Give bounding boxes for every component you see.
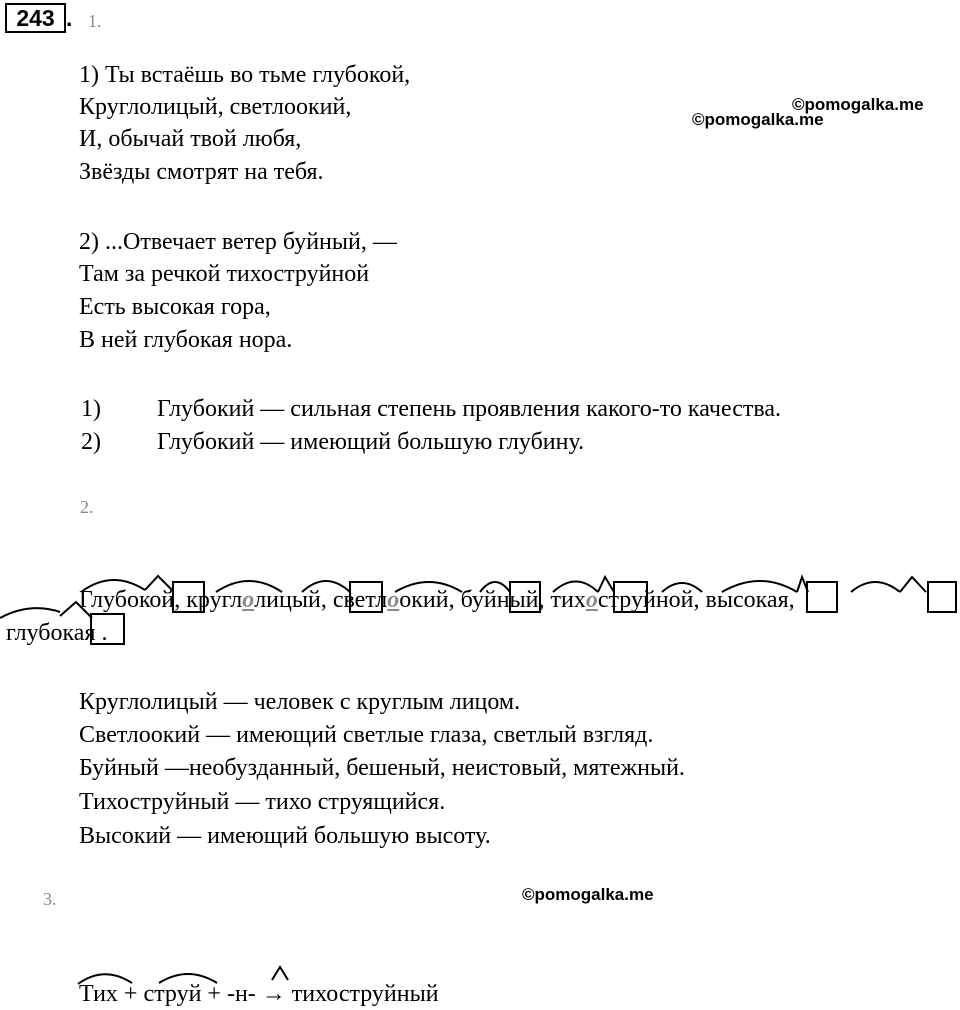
exercise-number-box [5, 3, 66, 33]
word-formation-line [79, 978, 439, 1010]
definition-2: Светлоокий — имеющий светлые глаза, светлый взгляд. [79, 722, 654, 748]
poem2-line-4: В ней глубокая нора. [79, 327, 293, 353]
exercise-number-dot: . [66, 5, 73, 31]
poem1-line-1: 1) Ты встаёшь во тьме глубокой, [79, 62, 411, 88]
meaning-2-number: 2) [81, 429, 101, 455]
separator: , [320, 587, 333, 613]
meaning-1-number: 1) [81, 396, 101, 422]
connecting-vowel: о [585, 587, 598, 613]
connecting-vowel: о [387, 587, 400, 613]
word-part: струйной [597, 587, 694, 613]
word-part: светл [332, 587, 388, 613]
connecting-vowel: о [242, 587, 255, 613]
poem2-line-1: 2) ...Отвечает ветер буйный, — [79, 229, 397, 255]
poem1-line-3: И, обычай твой любя, [79, 126, 302, 152]
separator: . [95, 620, 108, 646]
word-svetlookiy [333, 587, 449, 613]
word-part: окий [399, 587, 449, 613]
arrow-icon: → [255, 981, 292, 1007]
suffix-caret [900, 577, 926, 592]
suffix-caret [797, 577, 808, 592]
root-arc [851, 582, 900, 592]
word-part: лицый [254, 587, 321, 613]
ending-box [928, 582, 956, 612]
exercise-number: 243 [16, 5, 55, 31]
section-1-label: 1. [88, 11, 102, 31]
word-part: кругл [186, 587, 243, 613]
watermark-1: ©pomogalka.me [792, 95, 924, 114]
meaning-2-text: Глубокий — имеющий большую глубину. [157, 429, 585, 455]
poem1-line-2: Круглолицый, светлоокий, [79, 94, 352, 120]
word-glubokoy: Глубокой [79, 587, 175, 613]
formation-suffix: -н- [226, 981, 256, 1007]
section-2-label: 2. [80, 497, 94, 517]
separator: , [693, 587, 706, 613]
section-3-label: 3. [43, 889, 57, 909]
watermark-2: ©pomogalka.me [692, 110, 824, 129]
poem2-line-2: Там за речкой тихоструйной [79, 261, 370, 287]
word-part: тих [550, 587, 586, 613]
parsing-line-1 [79, 584, 795, 616]
poem2-line-3: Есть высокая гора, [79, 294, 271, 320]
word-vysokaya: высокая [705, 587, 789, 613]
definition-3: Буйный —необузданный, бешеный, неистовый, мятежный. [79, 755, 685, 781]
separator: , [788, 587, 795, 613]
poem1-line-4: Звёзды смотрят на тебя. [79, 159, 324, 185]
meaning-1-text: Глубокий — сильная степень проявления какого-то качества. [157, 396, 782, 422]
definition-1: Круглолицый — человек с круглым лицом. [79, 689, 521, 715]
ending-box [807, 582, 837, 612]
formation-root-2: струй [143, 981, 202, 1007]
separator: , [448, 587, 461, 613]
plus-sign: + [117, 981, 144, 1007]
separator: , [174, 587, 187, 613]
parsing-line-2 [6, 617, 107, 649]
watermark-3: ©pomogalka.me [522, 885, 654, 904]
formation-result: тихоструйный [291, 981, 439, 1007]
definition-4: Тихоструйный — тихо струящийся. [79, 789, 446, 815]
definition-5: Высокий — имеющий большую высоту. [79, 823, 491, 849]
word-glubokaya: глубокая [6, 620, 96, 646]
word-tikhostruynoy [551, 587, 694, 613]
word-buynyy: буйный [460, 587, 539, 613]
word-kruglolitsyy [186, 587, 321, 613]
plus-sign: + [201, 981, 227, 1007]
formation-root-1: Тих [79, 981, 118, 1007]
separator: , [538, 587, 551, 613]
